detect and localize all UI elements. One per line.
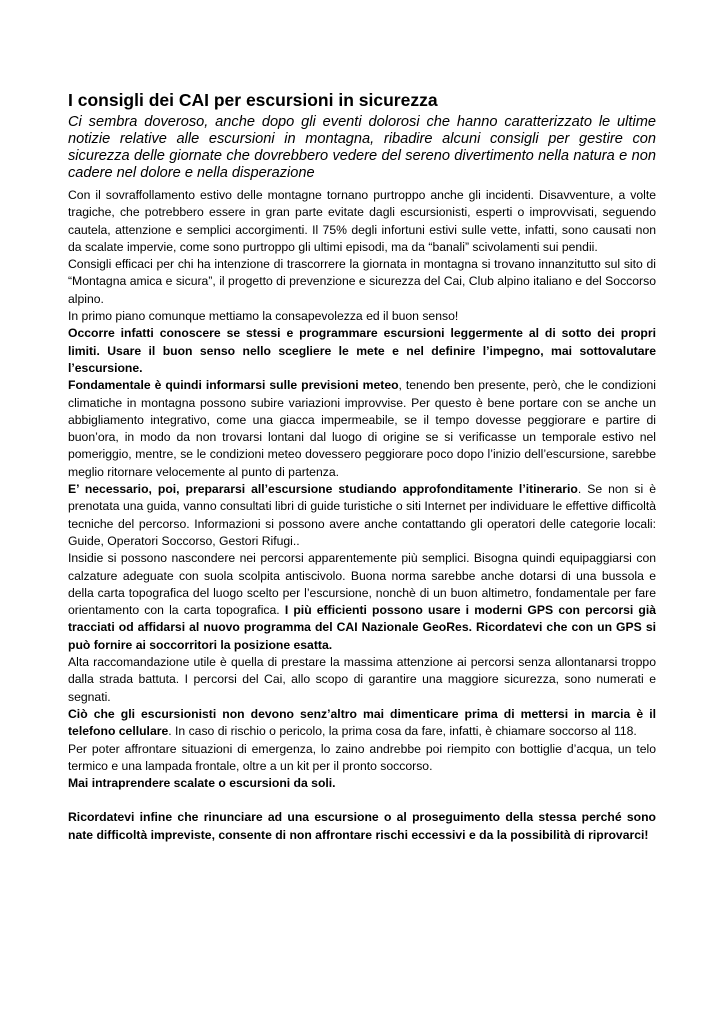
article — [68, 89, 656, 844]
phone-text: . In caso di rischio o pericolo, la prima cosa da fare, infatti, è chiamare soccorso al 118. — [168, 724, 637, 739]
article-title: I consigli dei CAI per escursioni in sicurezza — [68, 90, 438, 110]
closing-bold: Ricordatevi infine che rinunciare ad una escursione o al proseguimento della stessa perché sono nate difficoltà impreviste, consente di non affrontare rischi eccessivi e da la possibilità di riprovarci! — [68, 810, 656, 842]
paragraph-phone — [68, 706, 656, 741]
paragraph-trails: Alta raccomandazione utile è quella di prestare la massima attenzione ai percorsi senza allontanarsi troppo dalla strada battuta. I percorsi del Cai, allo scopo di garantire una maggiore sicurezza, sono numerati e segnati. — [68, 655, 656, 704]
equipment-text: Insidie si possono nascondere nei percorsi apparentemente più semplici. Bisogna quindi equipaggiarsi con calzature adeguate con suola scolpita antiscivolo. Buona norma sarebbe anche dotarsi di una bussola e della carta topografica del luogo scelto per l’escursione, nonchè di un buon altimetro, fondamentale per fare orientamento con la carta topografica. — [68, 551, 656, 618]
paragraph-never-alone — [68, 775, 656, 792]
paragraph-overcrowding: Con il sovraffollamento estivo delle montagne tornano purtroppo anche gli incidenti. Disavventure, a volte tragiche, che potrebbero essere in gran parte evitate dagli escursionisti, esperti o improvvisati, seguendo cautela, attenzione e semplici accorgimenti. Il 75% degli infortuni estivi sulle vette, infatti, sono causati non da scalate impervie, come sono purtroppo gli ultimi episodi, ma da “banali” scivolamenti sui pendii. — [68, 188, 656, 254]
paragraph-advice-site: Consigli efficaci per chi ha intenzione di trascorrere la giornata in montagna si trovano innanzitutto sul sito di “Montagna amica e sicura”, il progetto di prevenzione e sicurezza del Cai, Club alpino italiano e del Soccorso alpino. — [68, 257, 656, 306]
itinerary-text: . Se non si è prenotata una guida, vanno consultati libri di guide turistiche o siti Internet per individuare le effettive difficoltà tecniche del percorso. Informazioni si possono avere anche contattando gli operatori delle categorie locali: Guide, Operatori Soccorso, Gestori Rifugi.. — [68, 482, 656, 548]
paragraph-know-yourself — [68, 325, 656, 377]
equipment-gps-bold: I più efficienti possono usare i moderni GPS con percorsi già tracciati od affidarsi al nuovo programma del CAI Nazionale GeoRes. Ricordatevi che con un GPS si può fornire ai soccorritori la posizione esatta. — [68, 603, 656, 652]
paragraph-equipment — [68, 550, 656, 654]
know-yourself-bold: Occorre infatti conoscere se stessi e programmare escursioni leggermente al di sotto dei propri limiti. Usare il buon senso nello scegliere le mete e nel definire l’impegno, mai sottovalutare l’escursione. — [68, 326, 656, 375]
weather-bold: Fondamentale è quindi informarsi sulle previsioni meteo — [68, 378, 399, 393]
article-body — [68, 187, 656, 844]
paragraph-common-sense: In primo piano comunque mettiamo la consapevolezza ed il buon senso! — [68, 309, 459, 324]
itinerary-bold: E’ necessario, poi, prepararsi all’escursione studiando approfonditamente l’itinerario — [68, 482, 578, 497]
article-lead: Ci sembra doveroso, anche dopo gli eventi dolorosi che hanno caratterizzato le ultime notizie relative alle escursioni in montagna, ribadire alcuni consigli per gestire con sicurezza delle giornate che dovrebbero vedere del sereno divertimento nella natura e non cadere nel dolore e nella disperazione — [68, 114, 656, 181]
paragraph-weather — [68, 377, 656, 481]
paragraph-itinerary — [68, 481, 656, 550]
paragraph-closing — [68, 809, 656, 844]
phone-bold: Ciò che gli escursionisti non devono senz’altro mai dimenticare prima di mettersi in marcia è il telefono cellulare — [68, 706, 656, 739]
paragraph-emergency-kit: Per poter affrontare situazioni di emergenza, lo zaino andrebbe poi riempito con bottiglie d’acqua, un telo termico e una lampada frontale, oltre a un kit per il pronto soccorso. — [68, 741, 656, 773]
never-alone-bold: Mai intraprendere scalate o escursioni da soli. — [68, 776, 336, 791]
weather-text: , tenendo ben presente, però, che le condizioni climatiche in montagna possono subire variazioni improvvise. Per questo è bene portare con se anche un abbigliamento integrativo, come una giacca impermeabile, se il tempo dovesse peggiorare e partire di buon’ora, in modo da non trovarsi lontani dal luogo di origine se si verificasse un temporale estivo nel pomeriggio, mentre, se le condizioni meteo dovessero peggiorare poco dopo l’inizio dell’escursione, sarebbe meglio ritornare velocemente al punto di partenza. — [68, 378, 656, 479]
